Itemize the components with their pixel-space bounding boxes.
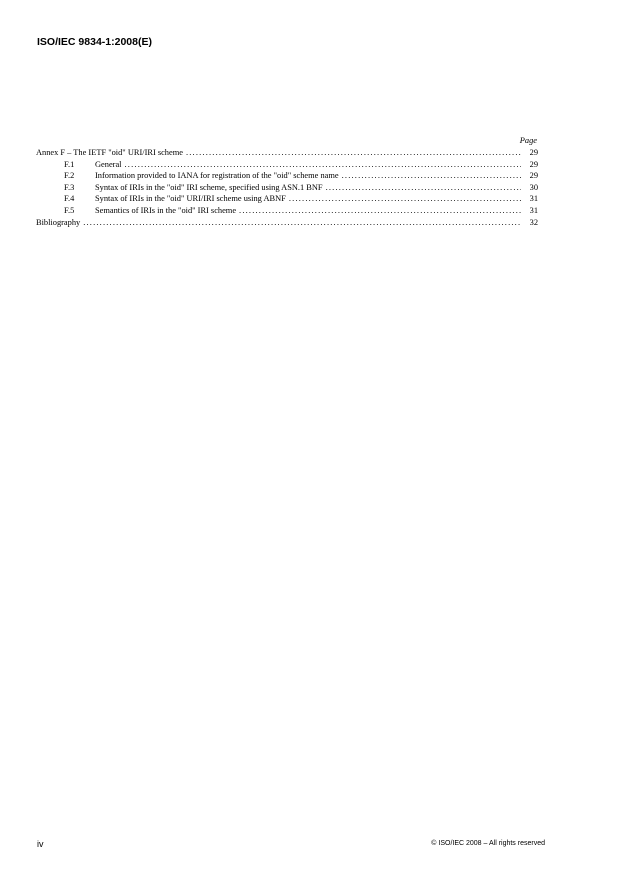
toc-leader-dots <box>83 217 521 229</box>
toc-entry-title: Syntax of IRIs in the "oid" IRI scheme, specified using ASN.1 BNF <box>95 182 323 192</box>
toc-leader-dots <box>125 159 521 171</box>
toc-entry-f3[interactable] <box>36 182 539 194</box>
toc-entry-page: 29 <box>529 159 538 169</box>
toc-entry-page: 31 <box>529 194 538 204</box>
toc-entry-page: 29 <box>529 148 538 157</box>
toc-entry-number: F.5 <box>64 205 75 215</box>
toc-entry-title: Syntax of IRIs in the "oid" URI/IRI scheme using ABNF <box>95 194 286 204</box>
toc-page-column-label: Page <box>519 136 537 145</box>
toc-entry-f2[interactable] <box>36 170 539 182</box>
toc-entry-title: General <box>95 159 122 169</box>
toc-entry-title: Bibliography <box>36 217 81 227</box>
toc-leader-dots <box>326 182 521 194</box>
toc-leader-dots <box>289 193 521 205</box>
footer-copyright: © ISO/IEC 2008 – All rights reserved <box>431 840 545 847</box>
toc-entry-f5[interactable] <box>36 205 539 217</box>
toc-entry-number: F.1 <box>64 159 75 169</box>
toc-entry-page: 32 <box>529 217 538 227</box>
toc-entry-f1[interactable] <box>36 159 539 171</box>
table-of-contents <box>36 135 539 228</box>
toc-entry-annex-f[interactable] <box>36 147 539 159</box>
toc-entry-title: Information provided to IANA for registration of the "oid" scheme name <box>95 171 339 181</box>
toc-entry-number: F.3 <box>64 182 75 192</box>
toc-leader-dots <box>239 205 521 217</box>
toc-entry-number: F.4 <box>64 194 75 204</box>
toc-leader-dots <box>186 147 521 159</box>
toc-leader-dots <box>342 170 521 182</box>
toc-entry-number: F.2 <box>64 171 75 181</box>
footer-page-number: iv <box>37 839 44 849</box>
document-header-title: ISO/IEC 9834-1:2008(E) <box>37 36 152 48</box>
toc-entry-page: 30 <box>529 182 538 192</box>
toc-entry-page: 29 <box>529 171 538 181</box>
toc-entry-f4[interactable] <box>36 193 539 205</box>
toc-entry-title: Annex F – The IETF "oid" URI/IRI scheme <box>36 148 183 157</box>
toc-entry-title: Semantics of IRIs in the "oid" IRI scheme <box>95 205 237 215</box>
toc-entry-bibliography[interactable] <box>36 217 539 229</box>
toc-entry-page: 31 <box>529 205 538 215</box>
